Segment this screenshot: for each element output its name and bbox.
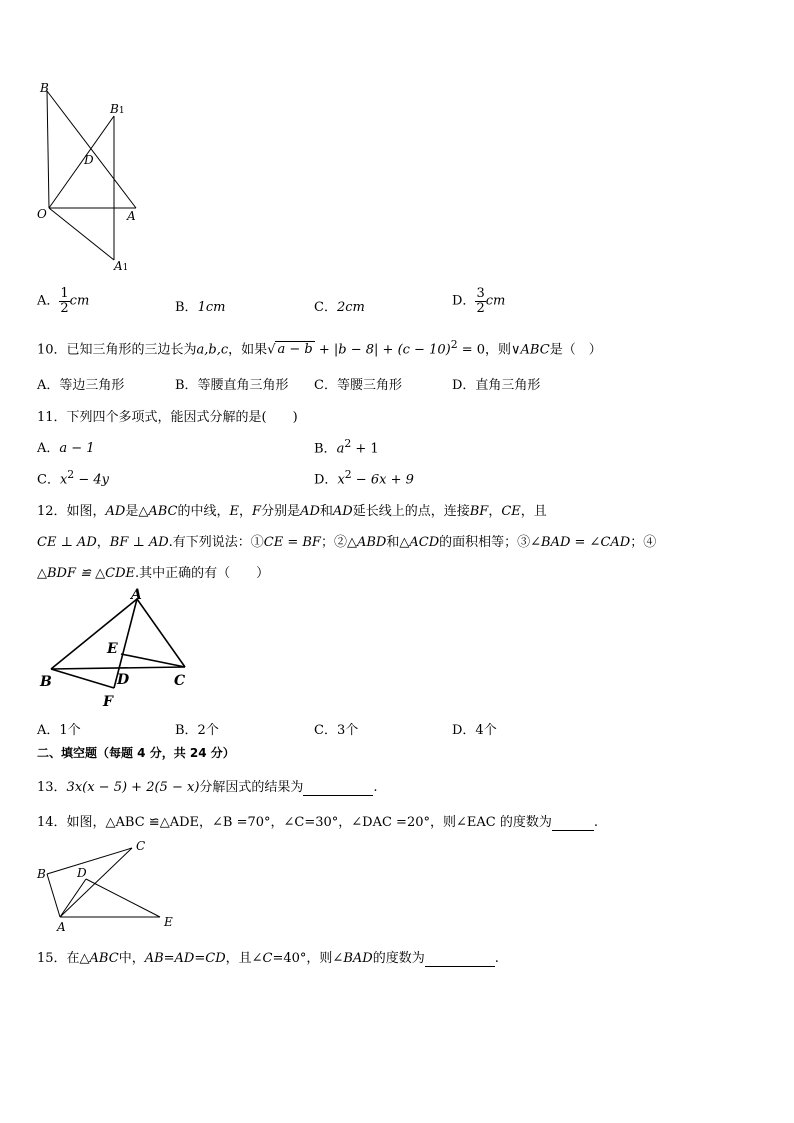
q11-option-a[interactable]: A．a − 1 (37, 441, 95, 456)
section-heading-fill-in: 二、填空题（每题 4 分，共 24 分） (37, 746, 235, 760)
question-12-line-3: △BDF ≌ △CDE.其中正确的有（ ） (37, 566, 270, 581)
question-13: 13．3x(x − 5) + 2(5 − x)分解因式的结果为 . (37, 780, 378, 795)
label-f: F (103, 694, 113, 710)
q9-option-c[interactable]: C．2cm (314, 300, 365, 315)
label-d: D (84, 153, 94, 167)
q11-option-c[interactable]: C．$x^2 - 4y$ (37, 468, 109, 488)
label-b1: B1 (110, 102, 125, 116)
q12-option-c[interactable]: C．3个 (314, 723, 359, 738)
label-b: B (40, 674, 52, 690)
q12-option-a[interactable]: A．1个 (37, 723, 81, 738)
figure-q9 (30, 80, 140, 275)
q10-option-b[interactable]: B．等腰直角三角形 (175, 378, 289, 393)
label-a1: A1 (114, 259, 129, 273)
q9-option-b[interactable]: B．1cm (175, 300, 226, 315)
answer-blank[interactable] (552, 815, 594, 831)
figure-q14 (30, 837, 190, 937)
question-14: 14．如图，△ABC ≌△ADE，∠B =70°，∠C=30°，∠DAC =20°，则∠EAC 的度数为 . (37, 815, 598, 830)
label-b: B (37, 867, 46, 881)
question-11-stem: 11．下列四个多项式，能因式分解的是( ) (37, 410, 298, 425)
q10-option-c[interactable]: C．等腰三角形 (314, 378, 402, 393)
question-12-line-2: CE ⊥ AD，BF ⊥ AD.有下列说法：①CE = BF；②△ABD和△ACD的面积相等；③∠BAD = ∠CAD；④ (37, 535, 657, 550)
question-12-line-1: 12．如图，AD是△ABC的中线，E，F分别是AD和AD延长线上的点，连接BF，CE，且 (37, 504, 547, 519)
q11-option-d[interactable]: D．$x^2 - 6x + 9$ (314, 468, 414, 488)
q9-option-d[interactable]: D． $\frac{3}{2}$ cm (452, 286, 506, 316)
fraction-half: $\frac{1}{2}$ (60, 286, 69, 316)
fraction-three-halves: $\frac{3}{2}$ (476, 286, 485, 316)
q12-option-d[interactable]: D．4个 (452, 723, 497, 738)
q10-option-d[interactable]: D．直角三角形 (452, 378, 541, 393)
q12-option-b[interactable]: B．2个 (175, 723, 219, 738)
label-b: B (40, 81, 49, 95)
label-a: A (127, 209, 136, 223)
question-15: 15．在△ABC中，AB=AD=CD，且∠C=40°，则∠BAD的度数为 . (37, 951, 499, 966)
figure-q12 (35, 585, 205, 710)
q11-option-b[interactable]: B．$a^2 + 1$ (314, 437, 379, 457)
question-10-stem: 10．已知三角形的三边长为a,b,c，如果√ $a - b + |b - 8| + (c - 10)^2 = 0$，则∨ABC是（ ） (37, 338, 602, 358)
label-d: D (117, 672, 130, 688)
answer-blank[interactable] (425, 951, 495, 967)
label-e: E (107, 641, 118, 657)
label-d: D (77, 866, 87, 880)
q9-option-a[interactable]: A． $\frac{1}{2}$ cm (37, 286, 90, 316)
q10-option-a[interactable]: A．等边三角形 (37, 378, 125, 393)
label-a: A (131, 587, 142, 603)
label-c: C (136, 839, 146, 853)
label-o: O (37, 207, 47, 221)
label-e: E (164, 915, 173, 929)
answer-blank[interactable] (303, 780, 373, 796)
label-a: A (57, 920, 66, 934)
label-c: C (174, 673, 186, 689)
